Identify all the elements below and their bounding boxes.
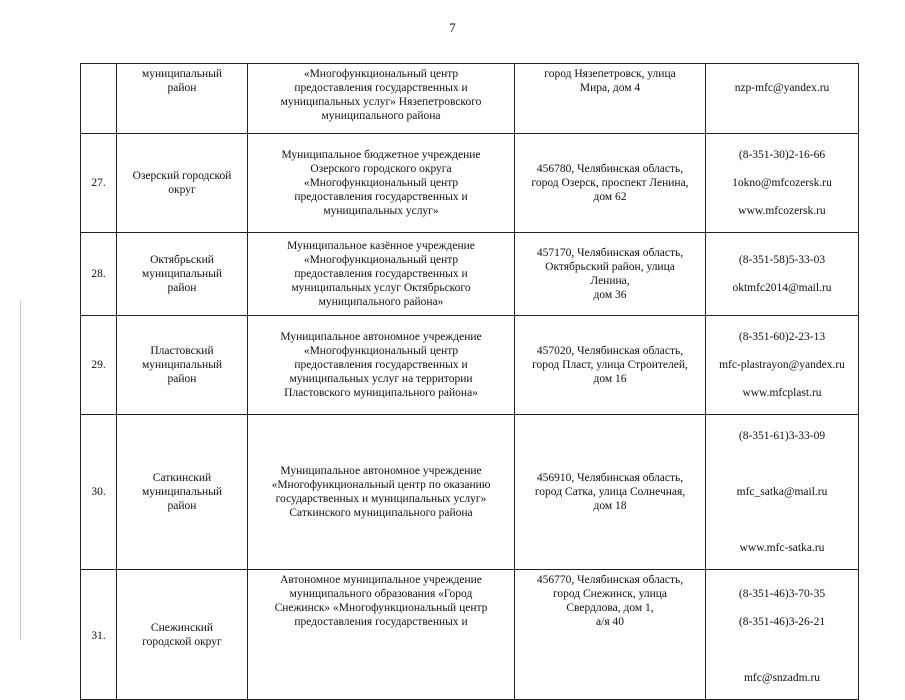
row-number: 29. <box>81 316 117 415</box>
table-row <box>81 316 859 415</box>
phone-text: (8-351-60)2-23-13 <box>738 331 826 343</box>
address-cell: 456910, Челябинская область, город Сатка, улица Солнечная, дом 18 <box>515 415 706 570</box>
municipality-cell: Саткинский муниципальный район <box>117 415 248 570</box>
municipality-cell: Пластовский муниципальный район <box>117 316 248 415</box>
row-number: 28. <box>81 233 117 316</box>
table-row <box>81 134 859 233</box>
table-row <box>81 415 859 570</box>
phone-text: (8-351-30)2-16-66 <box>738 149 826 161</box>
contact-spacer <box>709 513 855 527</box>
contact-spacer <box>709 643 855 657</box>
table-row <box>81 64 859 134</box>
scan-margin-line <box>20 300 21 640</box>
municipality-cell: Снежинский городской округ <box>117 570 248 700</box>
table-row <box>81 233 859 316</box>
organization-cell: Муниципальное автономное учреждение «Многофункциональный центр по оказанию государственных и муниципальных услуг» Саткинского муниципального района <box>248 415 515 570</box>
row-number <box>81 64 117 134</box>
page-number: 7 <box>449 20 456 35</box>
email-text: mfc@snzadm.ru <box>743 672 821 684</box>
phone-text: (8-351-46)3-26-21 <box>738 616 826 628</box>
row-number: 27. <box>81 134 117 233</box>
organization-cell: Автономное муниципальное учреждение муниципального образования «Город Снежинск» «Многофункциональный центр предоставления государственных и <box>248 570 515 700</box>
organization-cell: «Многофункциональный центр предоставления государственных и муниципальных услуг» Нязепетровского муниципального района <box>248 64 515 134</box>
website-text: www.mfcozersk.ru <box>738 205 826 217</box>
phone-text: (8-351-58)5-33-03 <box>738 254 826 266</box>
municipality-cell: Октябрьский муниципальный район <box>117 233 248 316</box>
row-number: 30. <box>81 415 117 570</box>
contacts-cell <box>706 570 859 700</box>
organization-cell: Муниципальное автономное учреждение «Многофункциональный центр предоставления государственных и муниципальных услуг на территории Пластовского муниципального района» <box>248 316 515 415</box>
table-body <box>81 64 859 700</box>
mfc-registry-table <box>80 63 859 700</box>
phone-text: (8-351-61)3-33-09 <box>738 430 826 442</box>
email-text: mfc-plastrayon@yandex.ru <box>719 359 845 371</box>
address-cell: 457170, Челябинская область, Октябрьский район, улица Ленина, дом 36 <box>515 233 706 316</box>
contacts-cell <box>706 64 859 134</box>
website-text: www.mfc-satka.ru <box>739 542 825 554</box>
email-text: oktmfc2014@mail.ru <box>732 282 832 294</box>
contacts-cell <box>706 233 859 316</box>
organization-cell: Муниципальное бюджетное учреждение Озерского городского округа «Многофункциональный центр предоставления государственных и муниципальных услуг» <box>248 134 515 233</box>
email-text: mfc_satka@mail.ru <box>736 486 828 498</box>
website-text: www.mfcplast.ru <box>742 387 822 399</box>
email-text: nzp-mfc@yandex.ru <box>734 82 830 94</box>
contact-spacer <box>709 457 855 471</box>
table-row <box>81 570 859 700</box>
address-cell: 457020, Челябинская область, город Пласт, улица Строителей, дом 16 <box>515 316 706 415</box>
municipality-cell: муниципальный район <box>117 64 248 134</box>
contacts-cell <box>706 134 859 233</box>
address-cell: город Нязепетровск, улица Мира, дом 4 <box>515 64 706 134</box>
address-cell: 456770, Челябинская область, город Снежинск, улица Свердлова, дом 1, а/я 40 <box>515 570 706 700</box>
organization-cell: Муниципальное казённое учреждение «Многофункциональный центр предоставления государственных и муниципальных услуг Октябрьского муниципального района» <box>248 233 515 316</box>
row-number: 31. <box>81 570 117 700</box>
email-text: 1okno@mfcozersk.ru <box>732 177 832 189</box>
municipality-cell: Озерский городской округ <box>117 134 248 233</box>
address-cell: 456780, Челябинская область, город Озерск, проспект Ленина, дом 62 <box>515 134 706 233</box>
contacts-cell <box>706 415 859 570</box>
contacts-cell <box>706 316 859 415</box>
phone-text: (8-351-46)3-70-35 <box>738 588 826 600</box>
